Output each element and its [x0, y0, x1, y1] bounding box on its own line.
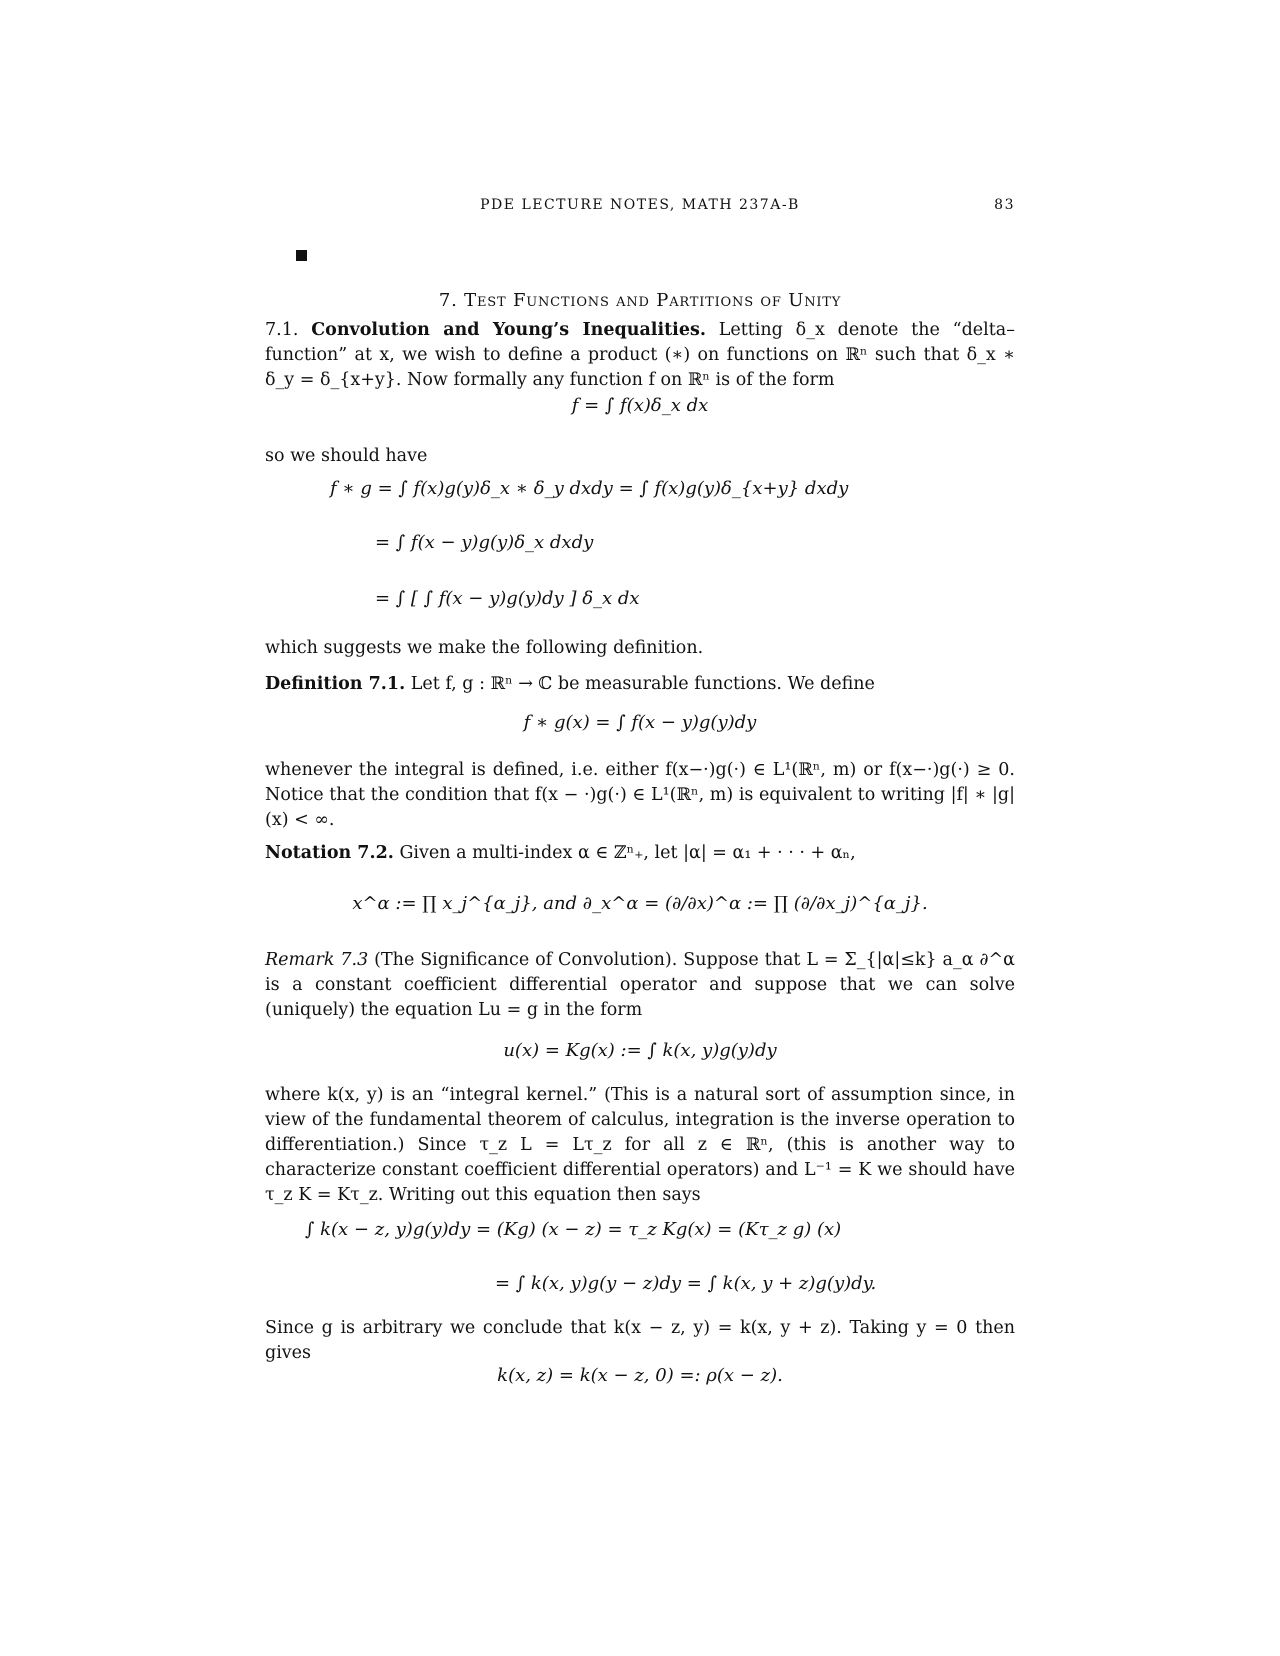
- paragraph-intro: [265, 318, 1015, 393]
- section-heading: [265, 290, 1015, 311]
- equation-multi-index: x^α := ∏ x_j^{α_j}, and ∂_x^α = (∂/∂x)^α := ∏ (∂/∂x_j)^{α_j}.: [352, 893, 928, 914]
- notation-label: Notation 7.2.: [265, 843, 394, 863]
- paragraph-whenever: whenever the integral is defined, i.e. either f(x−·)g(·) ∈ L¹(ℝⁿ, m) or f(x−·)g(·) ≥ 0. Notice that the condition that f(x − ·)g(·) ∈ L¹(ℝⁿ, m) is equivalent to writing |f| ∗ |g| (x) < ∞.: [265, 760, 1015, 830]
- remark-label: Remark 7.3: [265, 950, 369, 970]
- equation-translation-line2: = ∫ k(x, y)g(y − z)dy = ∫ k(x, y + z)g(y)dy.: [495, 1273, 877, 1294]
- remark-title: (The Significance of Convolution).: [374, 950, 678, 970]
- subsection-title: Convolution and Young’s Inequalities.: [311, 320, 706, 340]
- paragraph-since-g-arbitrary: Since g is arbitrary we conclude that k(x − z, y) = k(x, y + z). Taking y = 0 then gives: [265, 1318, 1015, 1363]
- page-number: 83: [994, 197, 1015, 213]
- equation-convolution-line2: = ∫ f(x − y)g(y)δ_x dxdy: [375, 532, 594, 553]
- equation-translation-line1: ∫ k(x − z, y)g(y)dy = (Kg) (x − z) = τ_z Kg(x) = (Kτ_z g) (x): [305, 1219, 842, 1240]
- subsection-number: 7.1.: [265, 320, 299, 340]
- equation-convolution-line3: = ∫ [ ∫ f(x − y)g(y)dy ] δ_x dx: [375, 588, 640, 609]
- equation-rho: k(x, z) = k(x − z, 0) =: ρ(x − z).: [497, 1365, 783, 1386]
- equation-integral-kernel: u(x) = Kg(x) := ∫ k(x, y)g(y)dy: [503, 1040, 777, 1061]
- definition-label: Definition 7.1.: [265, 674, 406, 694]
- equation-convolution-definition: f ∗ g(x) = ∫ f(x − y)g(y)dy: [523, 712, 757, 733]
- equation-convolution-line1: f ∗ g = ∫ f(x)g(y)δ_x ∗ δ_y dxdy = ∫ f(x)g(y)δ_{x+y} dxdy: [330, 478, 849, 499]
- text-so-we-should-have: so we should have: [265, 446, 428, 466]
- notation-7-2: [265, 841, 1015, 866]
- remark-7-3: [265, 948, 1015, 1023]
- notation-text: Given a multi-index α ∈ ℤⁿ₊, let |α| = α₁ + · · · + αₙ,: [399, 843, 856, 863]
- section-title: Test Functions and Partitions of Unity: [464, 290, 842, 311]
- running-title: PDE LECTURE NOTES, MATH 237A-B: [480, 197, 800, 213]
- paragraph-integral-kernel: where k(x, y) is an “integral kernel.” (This is a natural sort of assumption since, in view of the fundamental theorem of calculus, integration is the inverse operation to differentiation.) Since τ_z L = Lτ_z for all z ∈ ℝⁿ, (this is another way to characterize constant coefficient differential operators) and L⁻¹ = K we should have τ_z K = Kτ_z. Writing out this equation then says: [265, 1085, 1015, 1205]
- definition-text: Let f, g : ℝⁿ → ℂ be measurable functions. We define: [410, 674, 875, 694]
- definition-7-1: [265, 672, 1015, 697]
- text-suggests: which suggests we make the following definition.: [265, 638, 704, 658]
- equation-delta-integral: f = ∫ f(x)δ_x dx: [571, 395, 709, 416]
- qed-square-icon: [296, 250, 307, 261]
- running-header: [265, 197, 1015, 221]
- intro-text: Letting δ_x denote the “delta–function” at x, we wish to define a product (∗) on functions on ℝⁿ such that δ_x ∗ δ_y = δ_{x+y}. Now formally any function f on ℝⁿ is of the form: [265, 320, 1015, 390]
- remark-text: Suppose that L = Σ_{|α|≤k} a_α ∂^α is a constant coefficient differential operator and suppose that we can solve (uniquely) the equation Lu = g in the form: [265, 950, 1015, 1020]
- section-number: 7.: [438, 290, 458, 311]
